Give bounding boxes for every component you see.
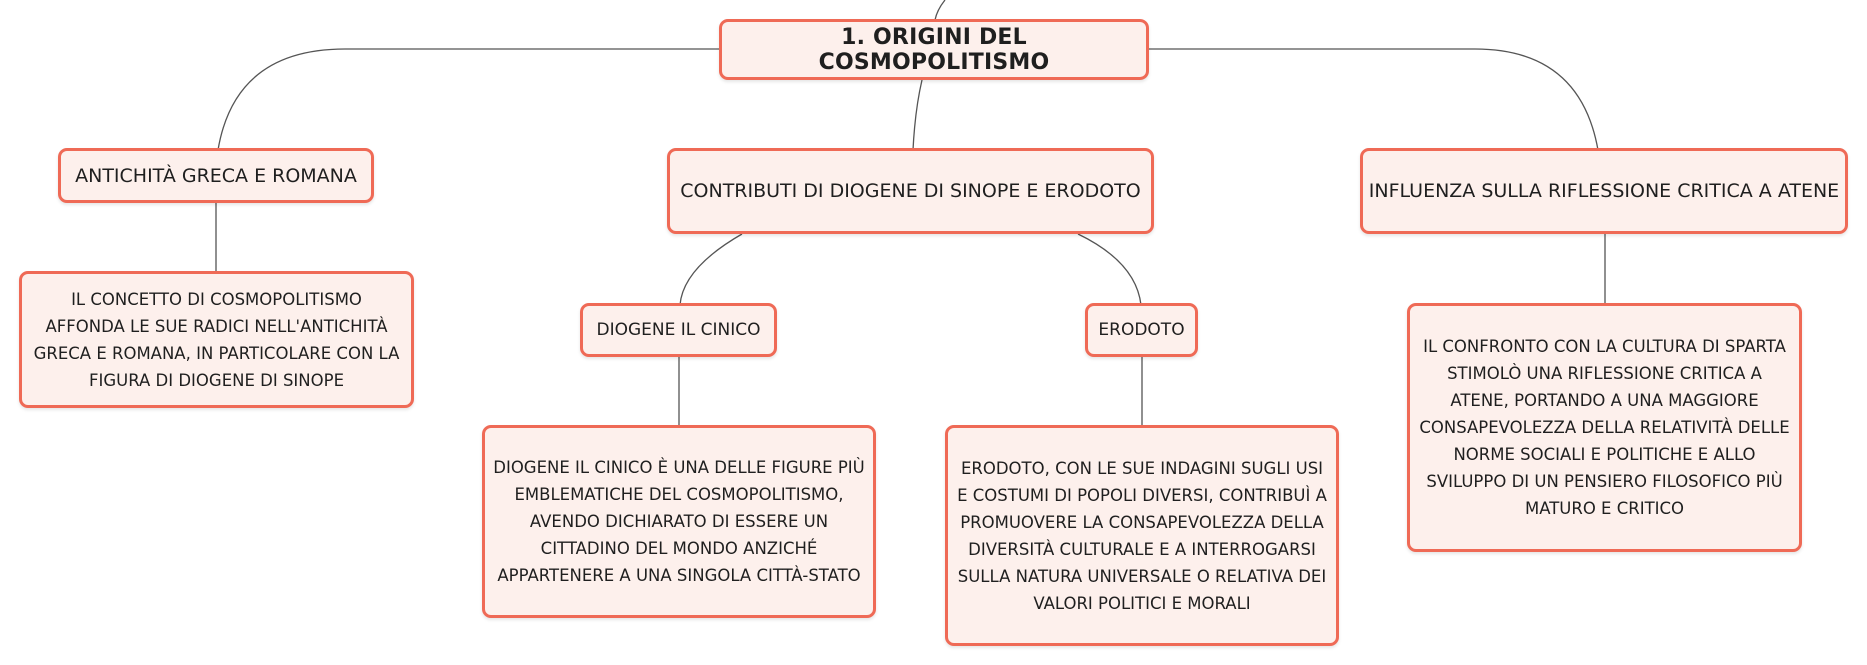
detail-erodoto[interactable] [945, 425, 1339, 646]
node-influenza-label: INFLUENZA SULLA RIFLESSIONE CRITICA A ATENE [1368, 180, 1840, 202]
node-diogene-label: DIOGENE IL CINICO [596, 320, 761, 340]
node-contributi-label: CONTRIBUTI DI DIOGENE DI SINOPE E ERODOTO [680, 180, 1141, 202]
node-contributi-diogene-erodoto[interactable] [667, 148, 1154, 234]
connector-incoming-top [935, 0, 945, 20]
detail-diogene-text: DIOGENE IL CINICO È UNA DELLE FIGURE PIÙ EMBLEMATICHE DEL COSMOPOLITISMO, AVENDO DICHIARATO DI ESSERE UN CITTADINO DEL MONDO ANZICHÉ APPARTENERE A UNA SINGOLA CITTÀ-STATO [493, 458, 865, 585]
detail-antichita[interactable] [19, 271, 414, 408]
detail-influenza[interactable] [1407, 303, 1802, 552]
root-node-label: 1. ORIGINI DEL COSMOPOLITISMO [818, 24, 1050, 75]
root-node[interactable] [719, 19, 1149, 80]
node-erodoto-label: ERODOTO [1098, 320, 1185, 340]
node-antichita-label: ANTICHITÀ GRECA E ROMANA [75, 164, 357, 187]
node-diogene-il-cinico[interactable] [580, 303, 777, 357]
detail-erodoto-text: ERODOTO, CON LE SUE INDAGINI SUGLI USI E COSTUMI DI POPOLI DIVERSI, CONTRIBUÌ A PROMUOVERE LA CONSAPEVOLEZZA DELLA DIVERSITÀ CULTURALE E A INTERROGARSI SULLA NATURA UNIVERSALE O RELATIVA DEI VALORI POLITICI E MORALI [957, 458, 1327, 613]
node-antichita-greca-romana[interactable] [58, 148, 374, 203]
detail-antichita-text: IL CONCETTO DI COSMOPOLITISMO AFFONDA LE SUE RADICI NELL'ANTICHITÀ GRECA E ROMANA, IN PARTICOLARE CON LA FIGURA DI DIOGENE DI SINOPE [33, 289, 400, 390]
node-influenza-atene[interactable] [1360, 148, 1848, 234]
connector-root-center [913, 80, 922, 150]
connector-root-right [1148, 49, 1598, 150]
detail-diogene[interactable] [482, 425, 876, 618]
connector-contributi-diogene [680, 234, 742, 305]
node-erodoto[interactable] [1085, 303, 1198, 357]
connector-contributi-erodoto [1078, 234, 1141, 305]
detail-influenza-text: IL CONFRONTO CON LA CULTURA DI SPARTA STIMOLÒ UNA RIFLESSIONE CRITICA A ATENE, PORTANDO A UNA MAGGIORE CONSAPEVOLEZZA DELLA RELATIVITÀ DELLE NORME SOCIALI E POLITICHE E ALLO SVILUPPO DI UN PENSIERO FILOSOFICO PIÙ MATURO E CRITICO [1419, 337, 1790, 518]
connector-root-left [218, 49, 722, 150]
